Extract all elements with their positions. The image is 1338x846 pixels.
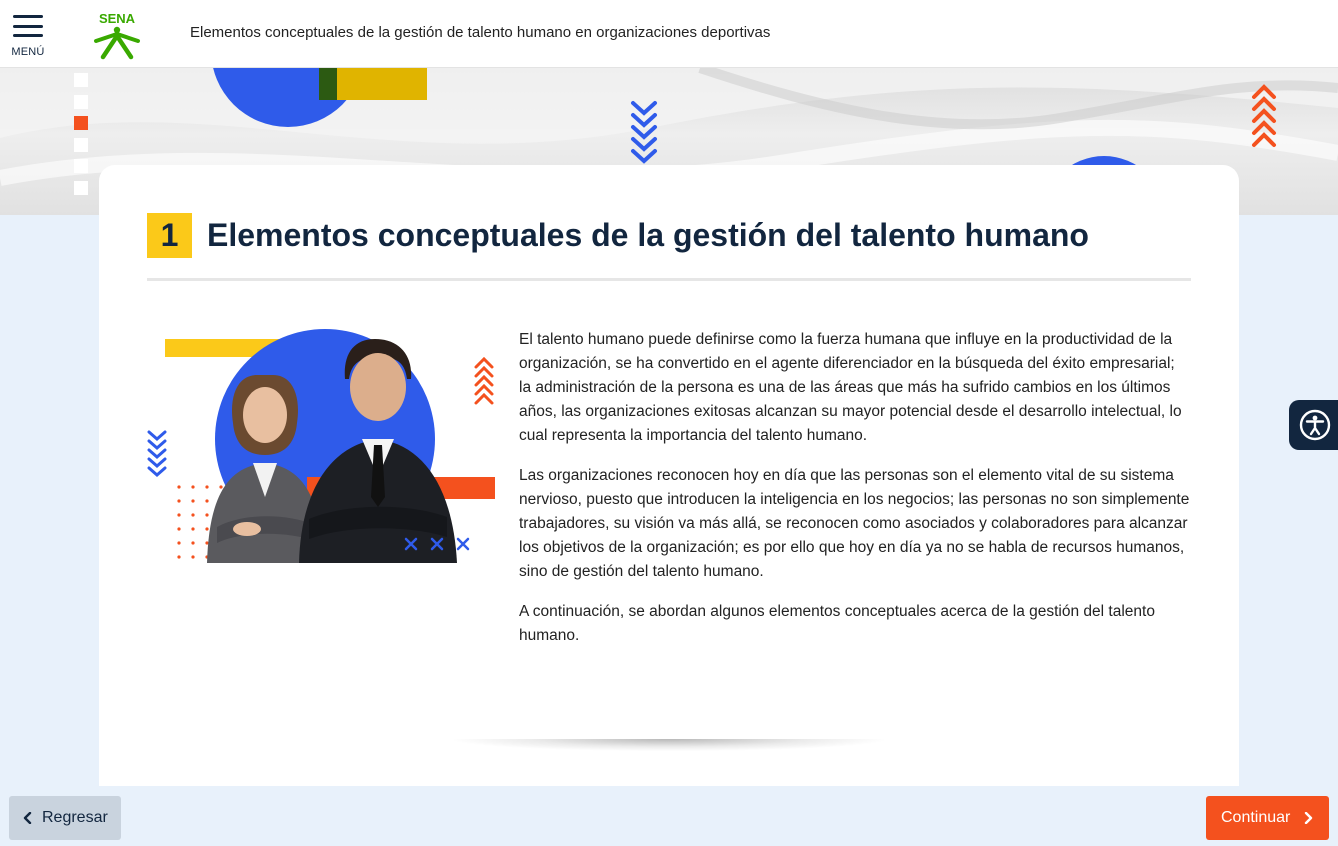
accessibility-button[interactable] (1289, 400, 1338, 450)
course-title: Elementos conceptuales de la gestión de talento humano en organizaciones deportivas (190, 24, 771, 41)
sena-logo-text: SENA (98, 11, 136, 26)
footer-nav (0, 786, 1338, 846)
menu-label: MENÚ (11, 46, 45, 58)
content-card (99, 165, 1239, 805)
section-header (147, 213, 1089, 258)
back-button[interactable] (9, 796, 121, 840)
paragraph-3: A continuación, se abordan algunos elementos conceptuales acerca de la gestión del talento humano. (519, 603, 1155, 644)
hamburger-icon (13, 15, 43, 37)
section-number: 1 (147, 213, 192, 258)
section-end-shadow (454, 739, 884, 751)
section-divider (147, 278, 1191, 281)
paragraph-1: El talento humano puede definirse como la fuerza humana que influye en la productividad de la organización, se ha convertido en el agente diferenciador en la búsqueda del éxito empresarial; la administración de la persona es una de las áreas que más ha sufrido cambios en los últimos años, las organizaciones exitosas alcanzan su mayor potencial desde el desarrollo intelectual, lo cual representa la importancia del talento humano. (519, 331, 1182, 444)
chevron-left-icon (23, 812, 32, 824)
top-header (0, 0, 1338, 68)
next-button[interactable] (1206, 796, 1329, 840)
section-title: Elementos conceptuales de la gestión del talento humano (207, 217, 1089, 253)
accessibility-icon (1299, 409, 1331, 441)
next-label: Continuar (1221, 809, 1291, 826)
sena-logo[interactable] (90, 8, 144, 60)
paragraph-2: Las organizaciones reconocen hoy en día que las personas son el elemento vital de su sistema nervioso, puesto que introducen la inteligencia en los negocios; las personas no son simplemente trabajadores, su visión va más allá, se reconocen como asociados y colaboradores para alcanzar los objetivos de la organización; es por ello que hoy en día ya no se habla de recursos humanos, sino de gestión del talento humano. (519, 467, 1190, 580)
business-people-illustration (147, 327, 495, 563)
content-text (519, 328, 1191, 664)
chevron-right-icon (1304, 812, 1313, 824)
menu-button[interactable] (8, 12, 48, 58)
back-label: Regresar (42, 809, 108, 826)
